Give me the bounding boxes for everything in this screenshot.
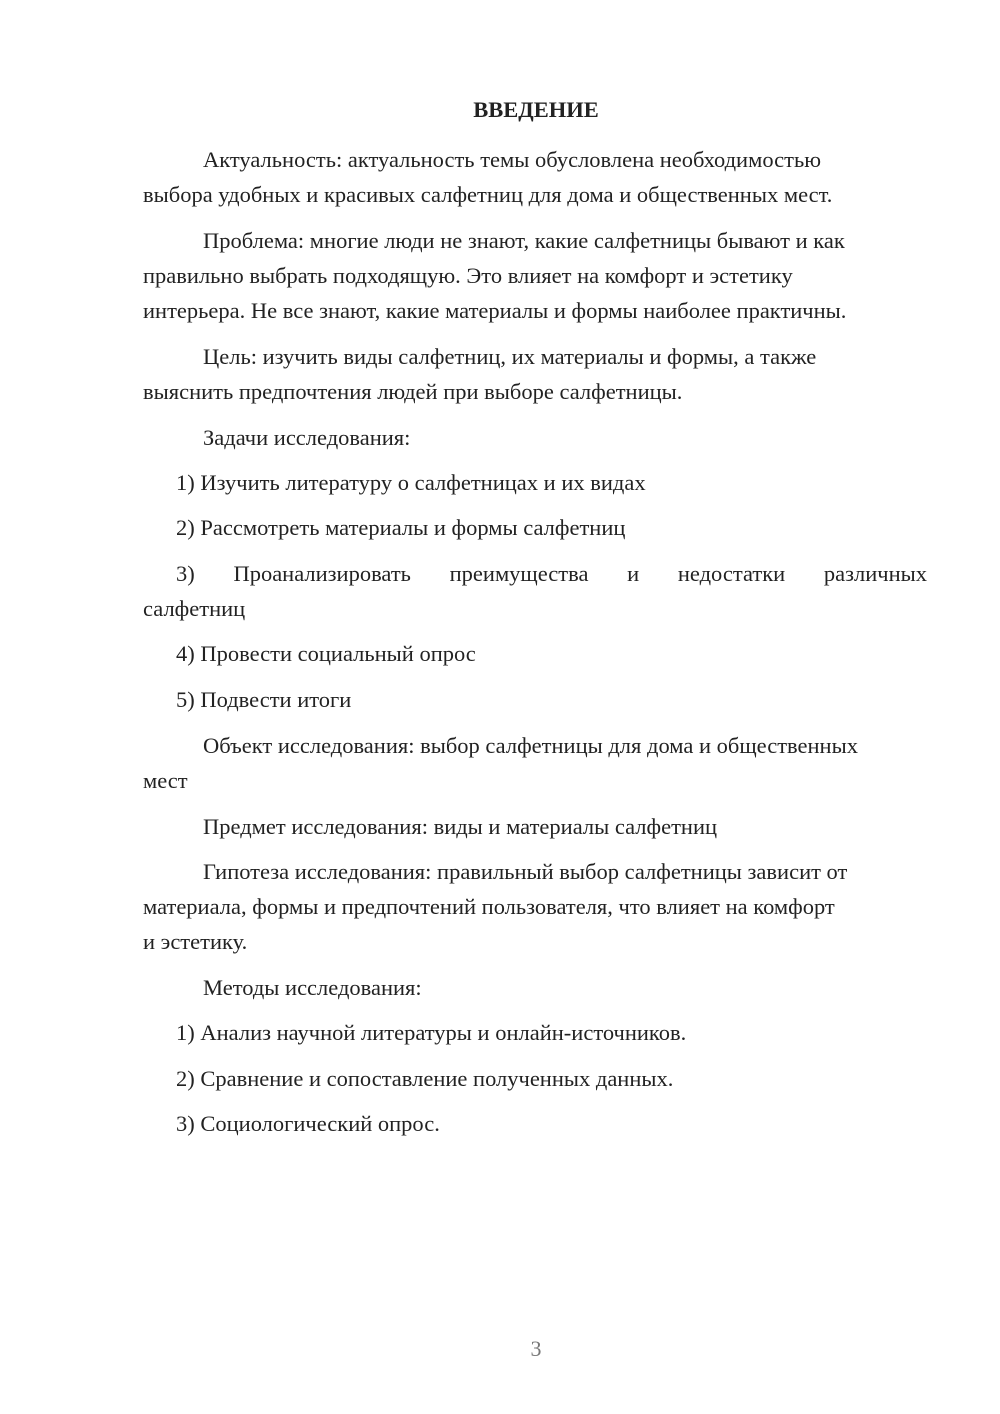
task-item: 2) Рассмотреть материалы и формы салфетниц [176, 515, 626, 540]
method-item: 3) Социологический опрос. [176, 1111, 440, 1136]
goal-line-2: выяснить предпочтения людей при выборе салфетницы. [143, 379, 683, 404]
problem-line-1: Проблема: многие люди не знают, какие салфетницы бывают и как [203, 228, 845, 253]
problem-line-3: интерьера. Не все знают, какие материалы и формы наиболее практичны. [143, 298, 847, 323]
task-item-continuation: салфетниц [143, 596, 246, 621]
problem-line-2: правильно выбрать подходящую. Это влияет на комфорт и эстетику [143, 263, 793, 288]
object-line-2: мест [143, 768, 188, 793]
task-item: 1) Изучить литературу о салфетницах и их видах [176, 470, 646, 495]
subject-line: Предмет исследования: виды и материалы салфетниц [203, 814, 718, 839]
task-item-text: 3) Проанализировать преимущества и недостатки различных [176, 561, 927, 586]
page-number: 3 [530, 1336, 542, 1361]
task-item [176, 563, 927, 586]
page-title: ВВЕДЕНИЕ [473, 97, 599, 122]
goal-line-1: Цель: изучить виды салфетниц, их материалы и формы, а также [203, 344, 817, 369]
task-item: 5) Подвести итоги [176, 687, 352, 712]
task-item: 4) Провести социальный опрос [176, 641, 476, 666]
method-item: 2) Сравнение и сопоставление полученных данных. [176, 1066, 674, 1091]
tasks-heading: Задачи исследования: [203, 425, 411, 450]
hypothesis-line-3: и эстетику. [143, 929, 248, 954]
methods-heading: Методы исследования: [203, 975, 422, 1000]
hypothesis-line-1: Гипотеза исследования: правильный выбор салфетницы зависит от [203, 859, 848, 884]
object-line-1: Объект исследования: выбор салфетницы для дома и общественных [203, 733, 858, 758]
relevance-line-1: Актуальность: актуальность темы обусловлена необходимостью [203, 147, 822, 172]
method-item: 1) Анализ научной литературы и онлайн-источников. [176, 1020, 687, 1045]
hypothesis-line-2: материала, формы и предпочтений пользователя, что влияет на комфорт [143, 894, 835, 919]
relevance-line-2: выбора удобных и красивых салфетниц для дома и общественных мест. [143, 182, 833, 207]
